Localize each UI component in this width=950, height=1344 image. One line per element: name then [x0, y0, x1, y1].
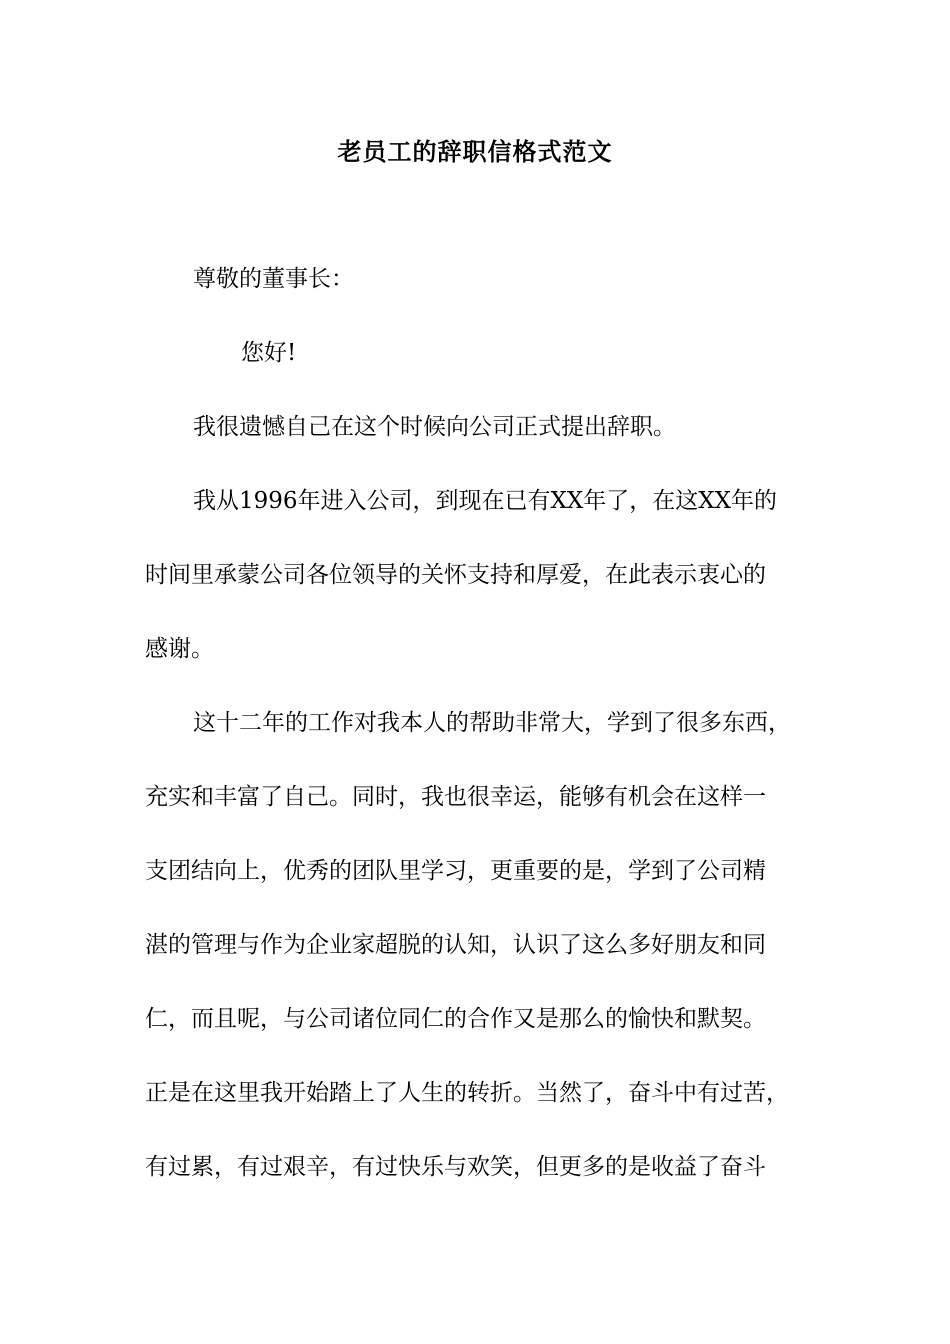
paragraph-3-line-7: 有过累，有过艰辛，有过快乐与欢笑，但更多的是收益了奋斗	[145, 1154, 766, 1180]
paragraph-2-line-2: 时间里承蒙公司各位领导的关怀支持和厚爱，在此表示衷心的	[145, 562, 766, 588]
paragraph-2-line-3: 感谢。	[145, 636, 214, 662]
paragraph-3-line-2: 充实和丰富了自己。同时，我也很幸运，能够有机会在这样一	[145, 784, 766, 810]
greeting: 您好!	[241, 340, 297, 366]
paragraph-2-line-1: 我从1996年进入公司，到现在已有XX年了，在这XX年的	[193, 488, 778, 514]
paragraph-3-line-4: 湛的管理与作为企业家超脱的认知，认识了这么多好朋友和同	[145, 932, 766, 958]
salutation: 尊敬的董事长：	[193, 266, 354, 292]
paragraph-3-line-1: 这十二年的工作对我本人的帮助非常大，学到了很多东西，	[193, 710, 791, 736]
paragraph-3-line-3: 支团结向上，优秀的团队里学习，更重要的是，学到了公司精	[145, 858, 766, 884]
paragraph-1-line-1: 我很遗憾自己在这个时候向公司正式提出辞职。	[193, 414, 676, 440]
document-title: 老员工的辞职信格式范文	[337, 137, 613, 166]
paragraph-3-line-6: 正是在这里我开始踏上了人生的转折。当然了，奋斗中有过苦，	[145, 1080, 789, 1106]
paragraph-3-line-5: 仁，而且呢，与公司诸位同仁的合作又是那么的愉快和默契。	[145, 1006, 766, 1032]
